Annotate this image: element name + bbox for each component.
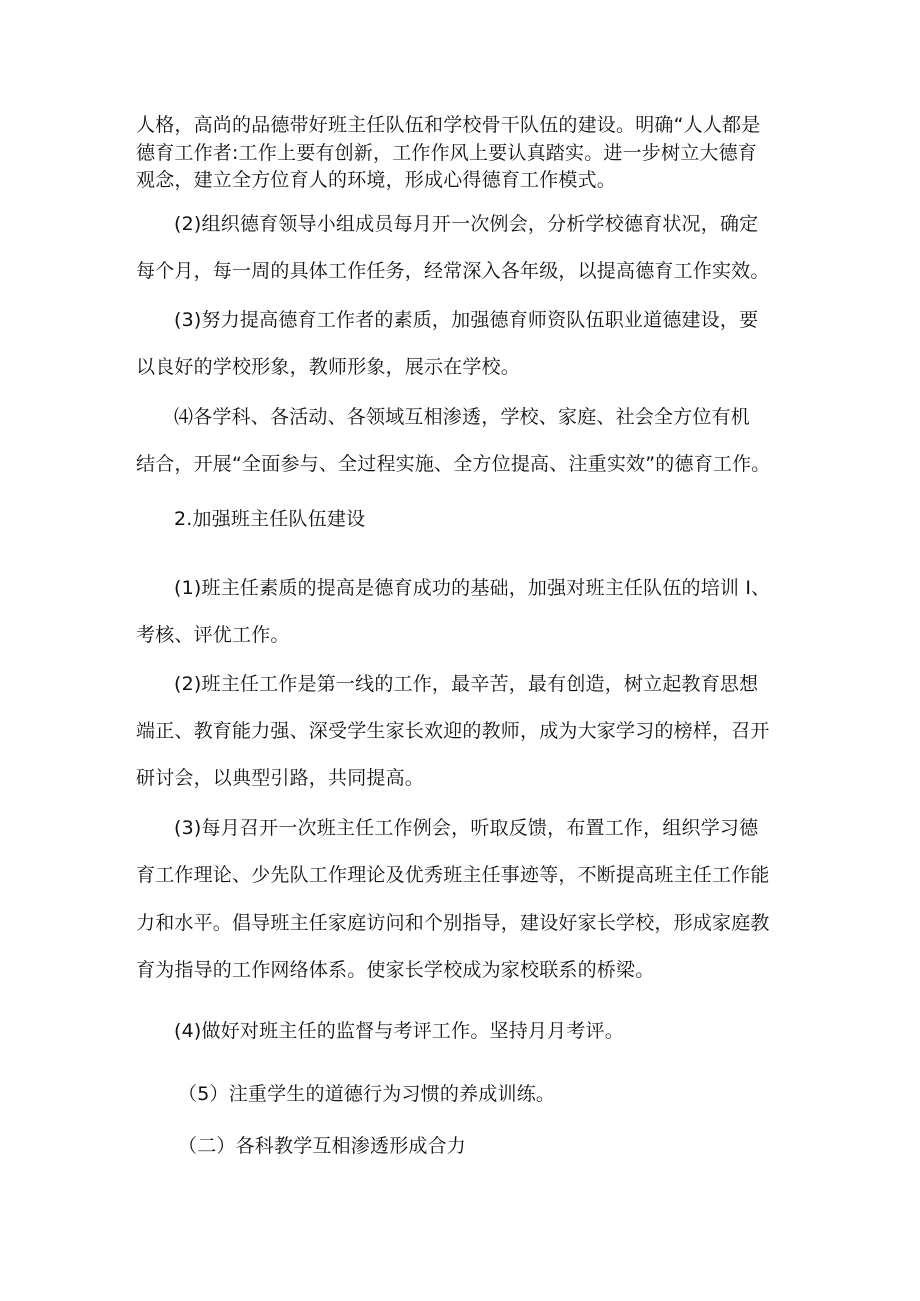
paragraph-line: 德育工作者:工作上要有创新，工作作风上要认真踏实。进一步树立大德育 [136,142,758,164]
paragraph-line: 以良好的学校形象，教师形象，展示在学校。 [136,356,521,378]
paragraph-line: 力和水平。倡导班主任家庭访问和个别指导，建设好家长学校，形成家庭教 [136,912,770,934]
paragraph-line: 人格，高尚的品德带好班主任队伍和学校骨干队伍的建设。明确“人人都是 [136,114,761,136]
paragraph-line: 观念，建立全方位育人的环境，形成心得德育工作模式。 [136,169,617,191]
paragraph-line: 端正、教育能力强、深受学生家长欢迎的教师，成为大家学习的榜样，召开 [136,720,770,742]
paragraph-line: 结合，开展“全面参与、全过程实施、全方位提高、注重实效”的德育工作。 [136,453,771,475]
paragraph-line: (4)做好对班主任的监督与考评工作。坚持月月考评。 [174,1020,624,1042]
paragraph-line: (2)组织德育领导小组成员每月开一次例会，分析学校德育状况，确定 [174,213,759,235]
list-item-heading: （5）注重学生的道德行为习惯的养成训练。 [178,1083,556,1105]
paragraph-line: 育为指导的工作网络体系。使家长学校成为家校联系的桥梁。 [136,959,655,981]
paragraph-line: ⑷各学科、各活动、各领域互相渗透，学校、家庭、社会全方位有机 [174,406,751,428]
paragraph-line: 育工作理论、少先队工作理论及优秀班主任事迹等，不断提高班主任工作能 [136,864,770,886]
paragraph-line: (1)班主任素质的提高是德育成功的基础，加强对班主任队伍的培训 I、 [174,577,771,599]
section-heading: （二）各科教学互相渗透形成合力 [178,1135,467,1157]
section-heading: 2.加强班主任队伍建设 [174,508,366,530]
paragraph-line: (3)努力提高德育工作者的素质，加强德育师资队伍职业道德建设，要 [174,309,759,331]
paragraph-line: 研讨会，以典型引路，共同提高。 [136,767,425,789]
paragraph-line: 考核、评优工作。 [136,624,290,646]
paragraph-line: 每个月，每一周的具体工作任务，经常深入各年级，以提高德育工作实效。 [136,260,770,282]
paragraph-line: (3)每月召开一次班主任工作例会，听取反馈，布置工作，组织学习德 [174,817,759,839]
paragraph-line: (2)班主任工作是第一线的工作，最辛苦，最有创造，树立起教育思想 [174,673,759,695]
